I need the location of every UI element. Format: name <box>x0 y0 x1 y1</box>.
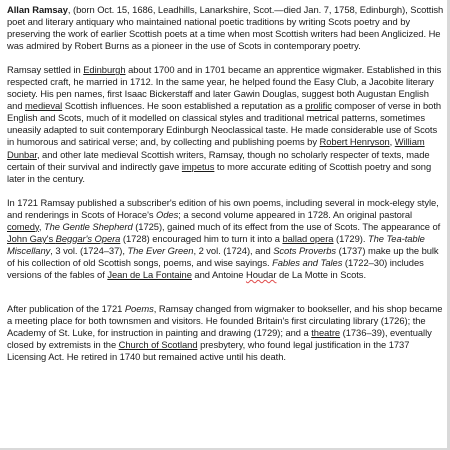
text: , <box>389 136 395 148</box>
text: Scottish influences. He soon established a reputation as a <box>62 100 306 112</box>
title-ever-green: The Ever Green <box>127 244 194 256</box>
link-prolific[interactable]: prolific <box>305 100 332 112</box>
link-william-dunbar[interactable]: William Dunbar <box>7 136 425 160</box>
text: , 2 vol. (1724), and <box>193 244 274 256</box>
link-robert-henryson[interactable]: Robert Henryson <box>319 136 390 148</box>
paragraph-works <box>7 197 445 281</box>
subject-name: Allan Ramsay <box>7 4 68 15</box>
title-scots-proverbs: Scots Proverbs <box>273 244 337 256</box>
link-john-gay-text: John Gay's <box>7 232 56 244</box>
title-fables-and-tales: Fables and Tales <box>272 256 343 268</box>
link-comedy[interactable]: comedy <box>7 220 39 232</box>
spellcheck-word-houdar: Houdar <box>245 268 277 280</box>
link-church-of-scotland[interactable]: Church of Scotland <box>118 339 198 351</box>
link-ballad-opera[interactable]: ballad opera <box>282 232 334 244</box>
title-poems: Poems <box>124 302 154 314</box>
text: , <box>38 220 44 232</box>
link-edinburgh[interactable]: Edinburgh <box>83 64 126 76</box>
paragraph-early-life <box>7 64 445 184</box>
paragraph-later-life <box>7 303 445 363</box>
text: presbytery, who found legal justification in the 1737 Licensing Act. He retired in 1740 but remained active until his death. <box>7 339 410 363</box>
link-impetus[interactable]: impetus <box>181 160 215 172</box>
text: (1722–30) includes versions of the fables of <box>7 256 424 280</box>
title-odes: Odes <box>156 208 179 220</box>
link-medieval[interactable]: medieval <box>25 100 63 112</box>
link-theatre[interactable]: theatre <box>311 327 341 339</box>
text: and Antoine <box>191 268 246 280</box>
text: Ramsay settled in <box>7 64 84 76</box>
title-tea-table-miscellany: The Tea-table Miscellany <box>7 232 425 256</box>
paragraph-intro <box>7 4 445 52</box>
text: about 1700 and in 1701 became an apprentice wigmaker. Established in this respected craft, he married in 1712. In the same year, he helped found the Easy Club, a Jacobite literary society. His pen names, first Isaac Bickerstaff and later Gawin Douglas, suggest both Augustan English and <box>7 64 442 112</box>
text: (1737) make up the bulk of his collection of old Scottish songs, poems, and wise sayings. <box>7 244 439 268</box>
text: After publication of the 1721 <box>7 302 125 314</box>
text: de La Motte in Scots. <box>276 268 366 280</box>
text: (1729). <box>333 232 368 244</box>
text: , 3 vol. (1724–37), <box>50 244 128 256</box>
text: to more accurate editing of Scottish poetry and song later in the century. <box>7 160 432 184</box>
text: (1725), gained much of its effect from the use of Scots. The appearance of <box>132 220 441 232</box>
link-la-fontaine[interactable]: Jean de La Fontaine <box>107 268 192 280</box>
text: composer of verse in both English and Scots, much of it modelled on classical styles and traditional metrical patterns, sometimes uneasily adapted to suit contemporary Edinburgh Neoclassical taste. He made considerable use of Scots in humorous and satirical verse; and, by collecting and publishing poems by <box>7 100 442 148</box>
link-john-gay[interactable] <box>7 233 120 244</box>
text: , and other late medieval Scottish writers, Ramsay, though no scholarly respecter of texts, made certain of their survival and indirectly gave <box>7 148 430 172</box>
text: , Ramsay changed from wigmaker to bookseller, and his shop became a meeting place for both townsmen and visitors. He founded Britain's first circulating library (1726); the Academy of St. Luke, for instruction in painting and drawing (1729); and a <box>7 302 443 339</box>
text: (1736–39), eventually closed by extremists in the <box>7 327 432 351</box>
title-beggars-opera: Beggar's Opera <box>55 232 121 244</box>
text: (1728) encouraged him to turn it into a <box>120 232 283 244</box>
text: ; a second volume appeared in 1728. An original pastoral <box>178 208 413 220</box>
text: , (born Oct. 15, 1686, Leadhills, Lanarkshire, Scot.—died Jan. 7, 1758, Edinburgh), Scottish poet and literary antiquary who maintained national poetic traditions by writing Scots poetry and by preserving the work of earlier Scottish poets at a time when most Scottish writers had been Anglicized. He was admired by Robert Burns as a pioneer in the use of Scots in contemporary poetry. <box>7 4 444 52</box>
text: In 1721 Ramsay published a subscriber's edition of his own poems, including several in mock-elegy style, and renderings in Scots of Horace's <box>7 196 439 220</box>
title-gentle-shepherd: The Gentle Shepherd <box>43 220 133 232</box>
